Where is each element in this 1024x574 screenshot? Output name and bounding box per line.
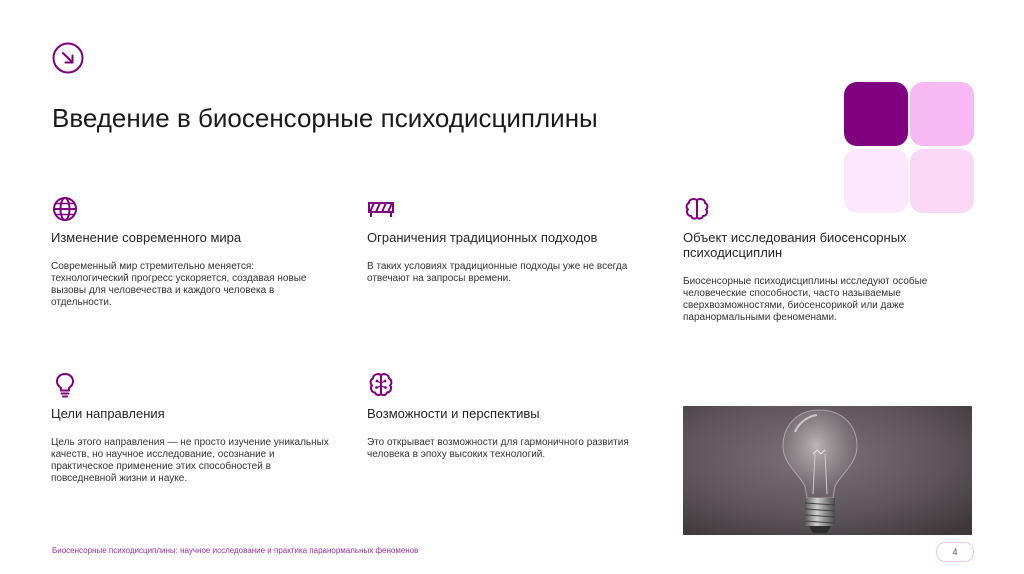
brain-circuit-icon (367, 371, 395, 399)
arrow-down-right-circle-icon (51, 41, 85, 75)
lightbulb-photo (683, 406, 972, 535)
page-title: Введение в биосенсорные психодисциплины (52, 103, 598, 133)
card-title: Цели направления (51, 406, 165, 421)
card-opportunities (367, 371, 657, 461)
tile-light (910, 82, 974, 146)
barrier-icon (367, 195, 395, 223)
card-limitations (367, 195, 657, 285)
card-world-change (51, 195, 341, 309)
card-title: Возможности и перспективы (367, 406, 540, 421)
globe-icon (51, 195, 79, 223)
card-body: В таких условиях традиционные подходы уже не всегда отвечают на запросы времени. (367, 261, 628, 284)
footer-text: Биосенсорные психодисциплины: научное исследование и практика паранормальных феноменов (52, 546, 419, 555)
card-body: Это открывает возможности для гармоничного развития человека в эпоху высоких технологий. (367, 437, 629, 460)
tile-dark (844, 82, 908, 146)
card-research-object (683, 195, 973, 324)
card-body: Биосенсорные психодисциплины исследуют особые человеческие способности, часто называемые сверхвозможностями, биосенсорикой или даже паранормальными феноменами. (683, 276, 928, 323)
card-title: Изменение современного мира (51, 230, 242, 245)
card-goals (51, 371, 341, 485)
card-title: Объект исследования биосенсорных психодисциплин (683, 230, 907, 260)
card-title: Ограничения традиционных подходов (367, 230, 598, 245)
page-number-badge: 4 (936, 542, 974, 562)
lightbulb-icon (51, 371, 79, 399)
card-body: Цель этого направления — не просто изучение уникальных качеств, но научное исследование, осознание и практическое применение этих способностей в повседневной жизни и науке. (51, 437, 329, 484)
card-body: Современный мир стремительно меняется: технологический прогресс ускоряется, создавая новые вызовы для человечества и каждого человека в отдельности. (51, 261, 307, 308)
brain-icon (683, 195, 711, 223)
